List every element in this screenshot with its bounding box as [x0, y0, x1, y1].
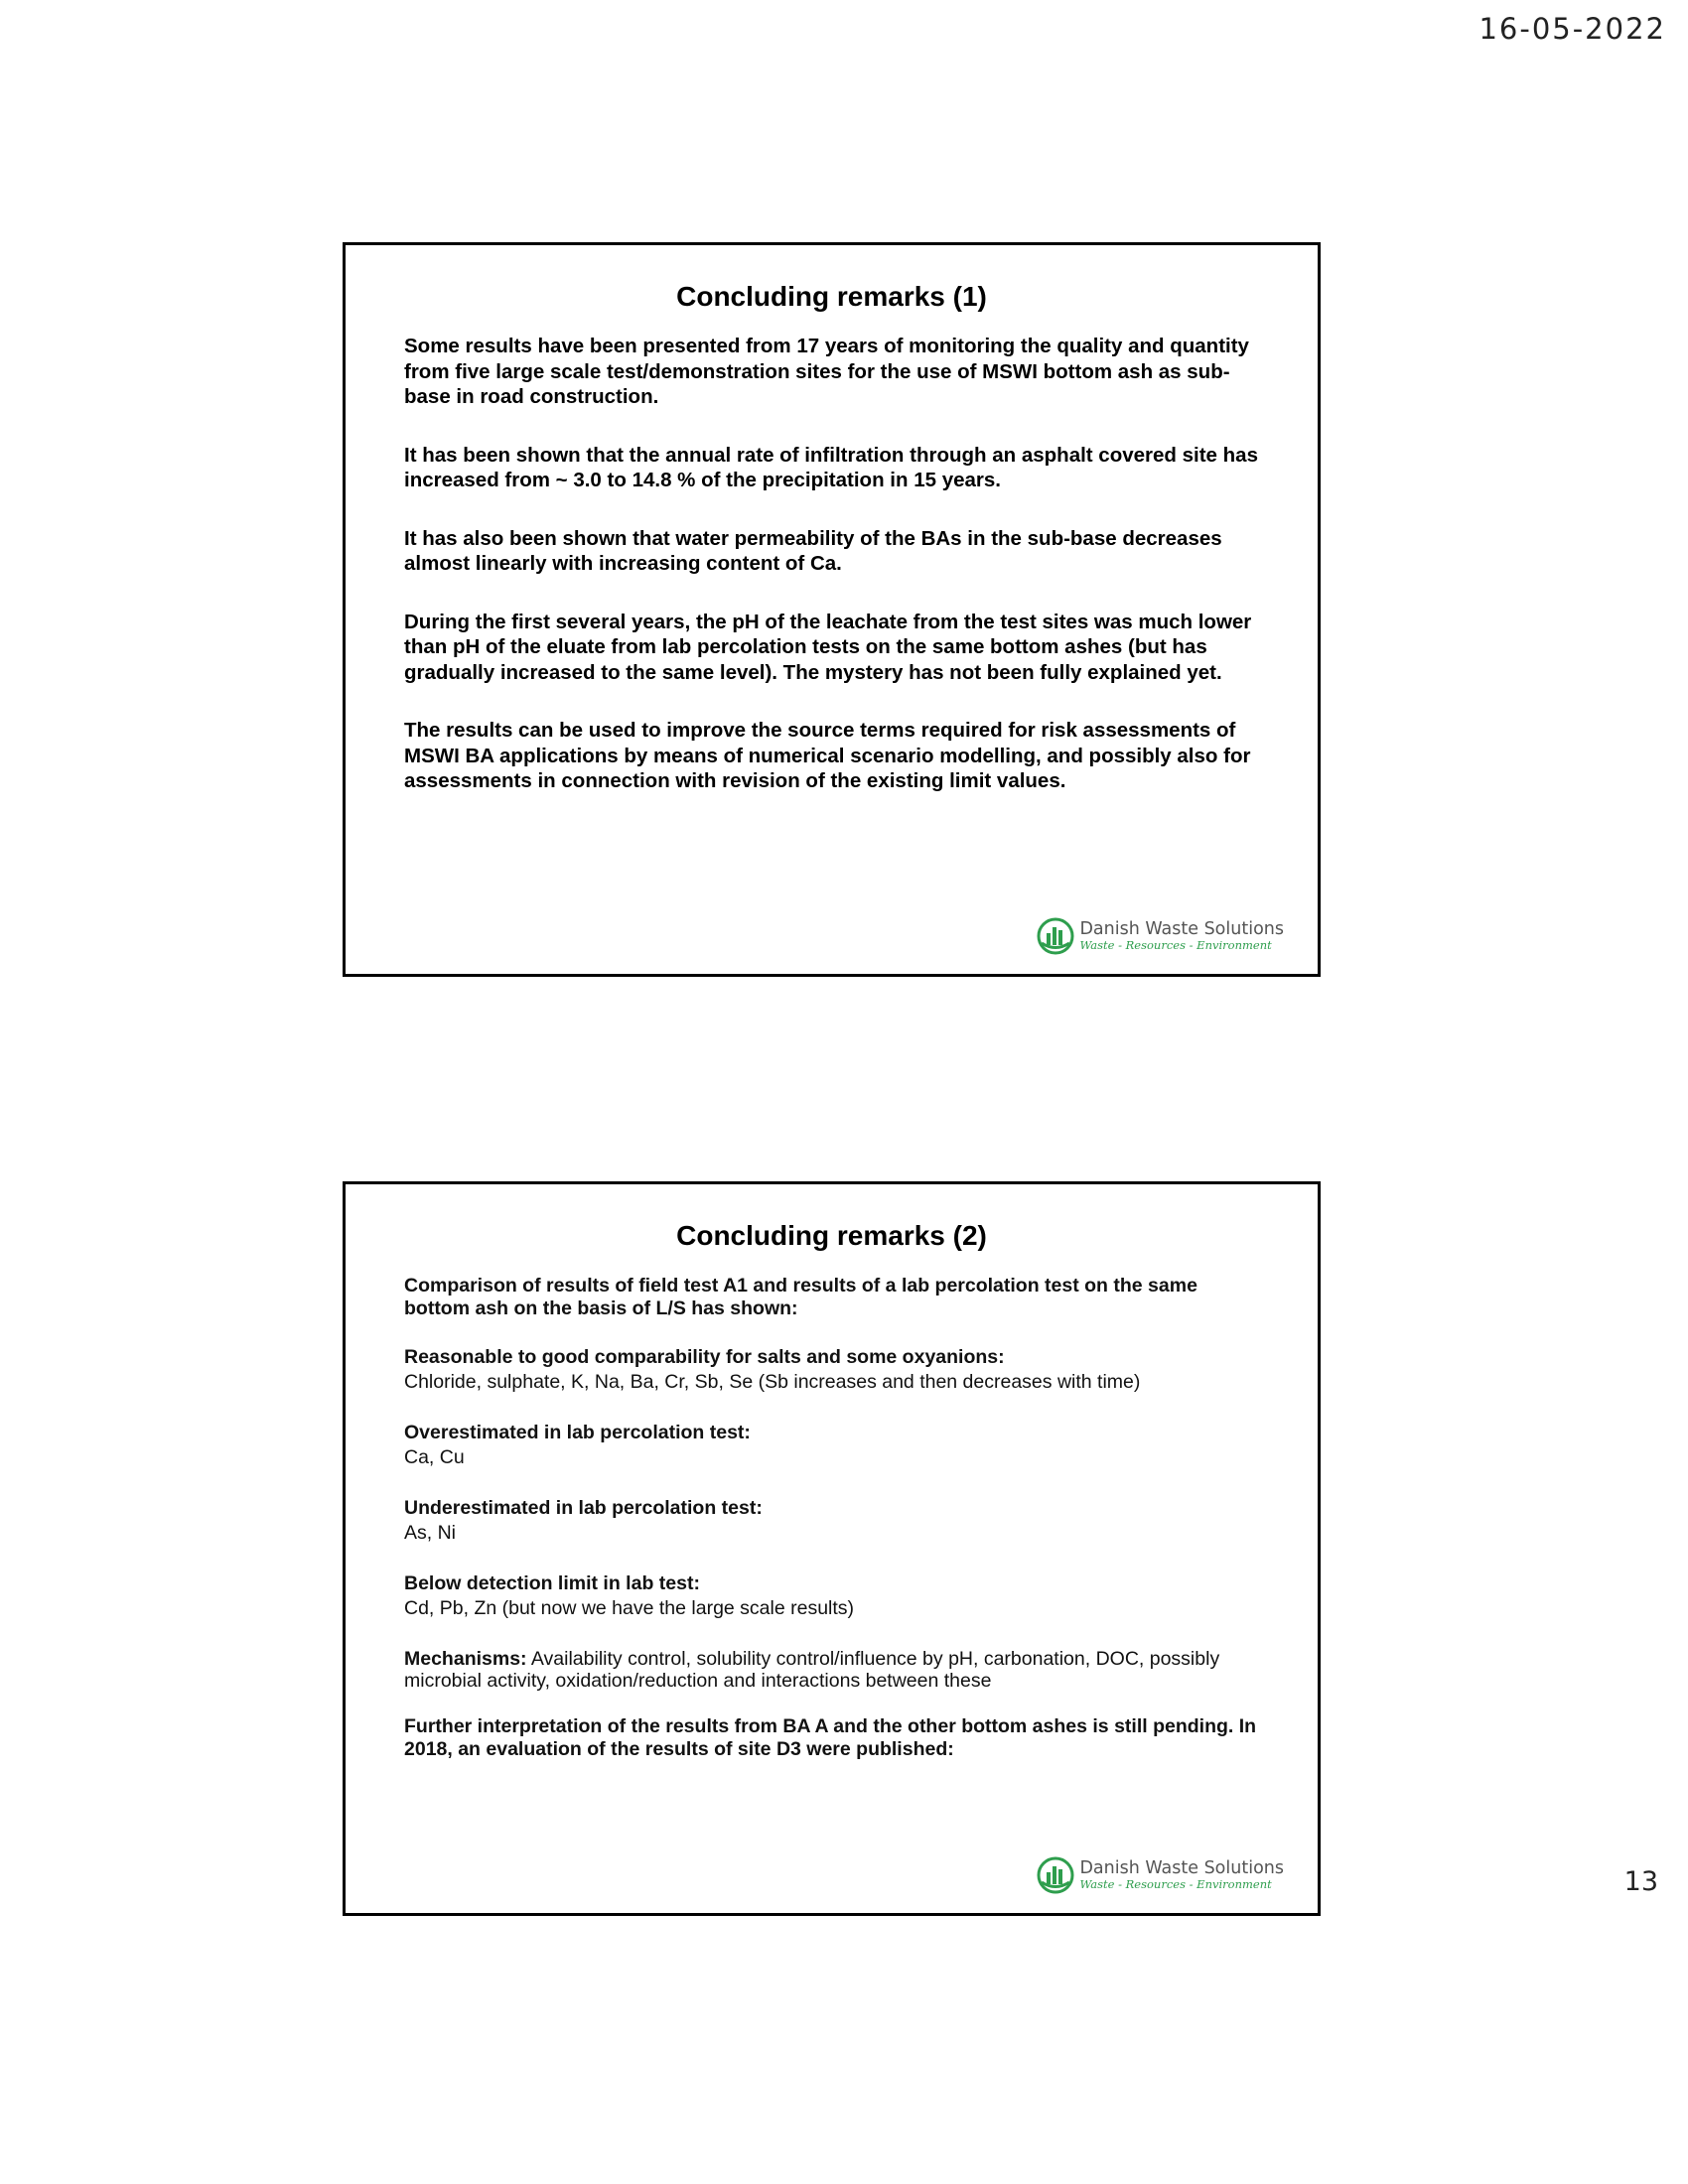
paragraph: Some results have been presented from 17 years of monitoring the quality and quantity from five large scale test/demonstration sites for the use of MSWI bottom ash as sub-base in road construction. [404, 335, 1249, 408]
finding-heading: Below detection limit in lab test: [404, 1572, 700, 1594]
mechanisms-text [404, 1648, 1268, 1692]
paragraph: It has been shown that the annual rate of infiltration through an asphalt covered site has increased from ~ 3.0 to 14.8 % of the precipitation in 15 years. [404, 443, 1258, 491]
logo-tagline: Waste - Resources - Environment [1079, 1877, 1272, 1891]
finding-body: Chloride, sulphate, K, Na, Ba, Cr, Sb, Se (Sb increases and then decreases with time) [404, 1371, 1141, 1393]
slide-concluding-remarks-1 [343, 242, 1321, 977]
company-logo [1036, 1851, 1284, 1899]
finding-block [404, 1422, 1268, 1471]
intro-text: Comparison of results of field test A1 and results of a lab percolation test on the same bottom ash on the basis of L/S has shown: [404, 1275, 1197, 1319]
paragraph: It has also been shown that water permeability of the BAs in the sub-base decreases almost linearly with increasing content of Ca. [404, 526, 1222, 575]
closing-block [404, 1715, 1268, 1761]
slide-concluding-remarks-2 [343, 1181, 1321, 1916]
slide-content [404, 1275, 1268, 1787]
slide-title: Concluding remarks (2) [676, 1220, 987, 1251]
finding-body: As, Ni [404, 1522, 457, 1544]
slide-title: Concluding remarks (1) [676, 281, 987, 312]
finding-heading: Underestimated in lab percolation test: [404, 1497, 763, 1519]
finding-body: Cd, Pb, Zn (but now we have the large scale results) [404, 1597, 855, 1619]
intro-block [404, 1275, 1268, 1320]
logo-name: Danish Waste Solutions [1079, 918, 1284, 939]
paragraph: During the first several years, the pH of the leachate from the test sites was much lower than pH of the eluate from lab percolation tests on the same bottom ashes (but has gradually increased to the same level). The mystery has not been fully explained yet. [404, 610, 1252, 684]
slide-content [404, 334, 1268, 827]
finding-heading: Overestimated in lab percolation test: [404, 1422, 751, 1443]
mechanisms-block [404, 1648, 1268, 1692]
logo-tagline: Waste - Resources - Environment [1079, 938, 1272, 952]
paragraph: The results can be used to improve the source terms required for risk assessments of MSWI BA applications by means of numerical scenario modelling, and possibly also for assessments in connection with revision of the existing limit values. [404, 719, 1251, 792]
company-logo [1036, 912, 1284, 960]
closing-text: Further interpretation of the results from BA A and the other bottom ashes is still pending. In 2018, an evaluation of the results of site D3 were published: [404, 1715, 1257, 1760]
finding-body: Ca, Cu [404, 1446, 465, 1468]
finding-block [404, 1572, 1268, 1622]
recycle-building-icon [1036, 1855, 1075, 1895]
finding-block [404, 1346, 1268, 1396]
mechanisms-body: Availability control, solubility control/influence by pH, carbonation, DOC, possibly microbial activity, oxidation/reduction and interactions between these [404, 1648, 1220, 1692]
page-number: 13 [1623, 1866, 1658, 1897]
finding-block [404, 1497, 1268, 1547]
recycle-building-icon [1036, 916, 1075, 956]
print-date: 16-05-2022 [1478, 12, 1666, 46]
logo-name: Danish Waste Solutions [1079, 1857, 1284, 1878]
mechanisms-label: Mechanisms: [404, 1648, 527, 1670]
finding-heading: Reasonable to good comparability for salts and some oxyanions: [404, 1346, 1005, 1368]
